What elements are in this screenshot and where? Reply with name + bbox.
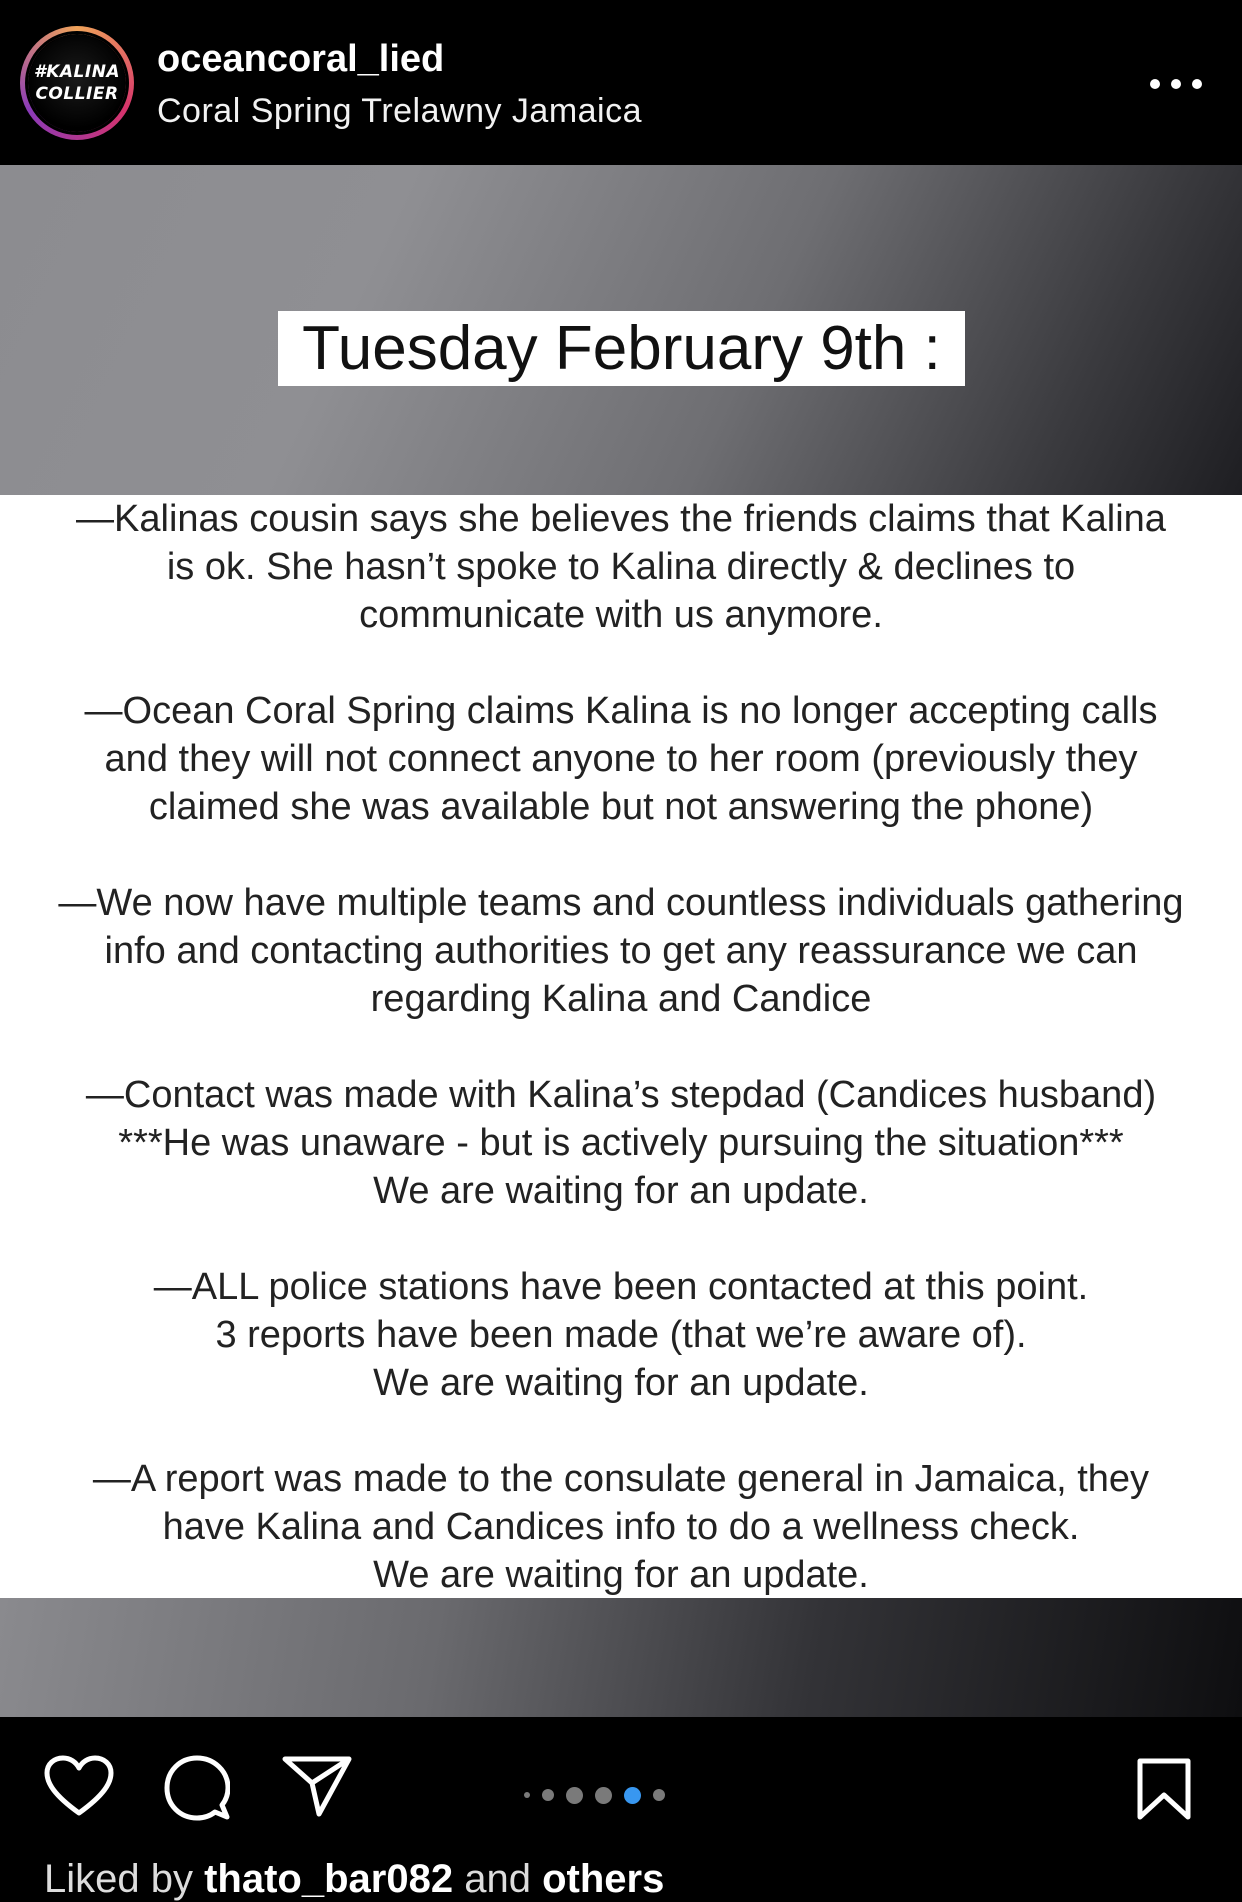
avatar-text-line2: COLLIER <box>35 84 119 104</box>
paragraph-teams <box>0 879 1242 1023</box>
paragraph-cousin <box>0 495 1242 639</box>
more-dot <box>1150 79 1160 89</box>
paragraph-line: and they will not connect anyone to her room (previously they <box>104 738 1138 780</box>
date-heading: Tuesday February 9th : <box>302 314 941 383</box>
bookmark-icon[interactable] <box>1136 1757 1192 1826</box>
avatar-image <box>25 31 129 135</box>
paragraph-line: —Kalinas cousin says she believes the friends claims that Kalina <box>76 498 1166 540</box>
post-banner-top <box>0 165 1242 495</box>
paragraph-police <box>0 1263 1242 1407</box>
avatar-logo <box>29 35 125 131</box>
carousel-dot <box>595 1787 612 1804</box>
post-image[interactable] <box>0 165 1242 1717</box>
carousel-dot <box>542 1789 554 1801</box>
carousel-dot <box>566 1787 583 1804</box>
post-header <box>0 0 1242 165</box>
paragraph-line: have Kalina and Candices info to do a wellness check. <box>162 1506 1080 1548</box>
more-dot <box>1171 79 1181 89</box>
username[interactable]: oceancoral_lied <box>157 38 445 80</box>
paragraph-resort <box>0 687 1242 831</box>
paragraph-line: ***He was unaware - but is actively pursuing the situation*** <box>118 1122 1124 1164</box>
paragraph-line: —ALL police stations have been contacted at this point. <box>153 1266 1089 1308</box>
liked-others[interactable]: others <box>542 1857 665 1901</box>
more-options-icon[interactable] <box>1150 62 1202 106</box>
carousel-dot <box>524 1792 530 1798</box>
paragraph-stepdad <box>0 1071 1242 1215</box>
comment-icon[interactable] <box>164 1755 230 1826</box>
post-body <box>0 495 1242 1598</box>
avatar-text-line1: #KALINA <box>33 62 121 82</box>
paragraph-line: We are waiting for an update. <box>373 1362 869 1404</box>
heart-icon[interactable] <box>44 1755 114 1822</box>
paragraph-line: —Contact was made with Kalina’s stepdad (Candices husband) <box>85 1074 1157 1116</box>
paragraph-line: —We now have multiple teams and countless individuals gathering <box>58 882 1184 924</box>
paragraph-line: —Ocean Coral Spring claims Kalina is no longer accepting calls <box>84 690 1158 732</box>
send-icon[interactable] <box>282 1755 352 1822</box>
paragraph-line: communicate with us anymore. <box>359 594 883 636</box>
liked-suffix: and <box>453 1857 543 1901</box>
carousel-dot <box>653 1789 665 1801</box>
paragraph-line: —A report was made to the consulate general in Jamaica, they <box>92 1458 1150 1500</box>
paragraph-line: We are waiting for an update. <box>373 1554 869 1596</box>
paragraph-line: info and contacting authorities to get any reassurance we can <box>104 930 1138 972</box>
post-banner-bottom <box>0 1598 1242 1717</box>
avatar[interactable] <box>20 26 134 140</box>
liked-user[interactable]: thato_bar082 <box>204 1857 454 1901</box>
paragraph-line: is ok. She hasn’t spoke to Kalina directly & declines to <box>166 546 1076 588</box>
action-bar <box>0 1717 1242 1901</box>
paragraph-consulate <box>0 1455 1242 1599</box>
carousel-dot-active <box>624 1787 641 1804</box>
liked-prefix: Liked by <box>44 1857 205 1901</box>
paragraph-line: 3 reports have been made (that we’re aware of). <box>215 1314 1027 1356</box>
paragraph-line: claimed she was available but not answering the phone) <box>148 786 1094 828</box>
more-dot <box>1192 79 1202 89</box>
carousel-indicator <box>524 1783 665 1807</box>
paragraph-line: We are waiting for an update. <box>373 1170 869 1212</box>
paragraph-line: regarding Kalina and Candice <box>370 978 872 1020</box>
date-heading-box <box>278 311 965 386</box>
location[interactable]: Coral Spring Trelawny Jamaica <box>157 92 643 130</box>
